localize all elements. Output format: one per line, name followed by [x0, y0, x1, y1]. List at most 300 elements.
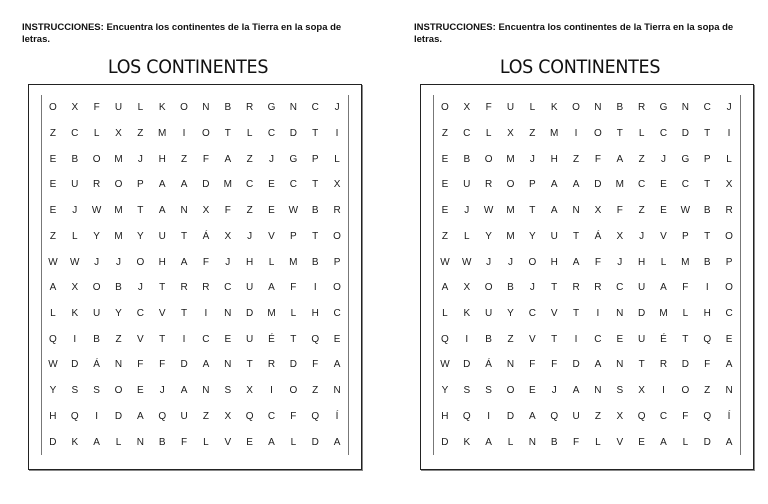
- letter-cell: Q: [70, 410, 79, 422]
- letter-cell: T: [181, 230, 188, 242]
- letter-cell: T: [246, 359, 253, 371]
- letter-cell: A: [180, 385, 188, 397]
- letter-cell: A: [93, 436, 100, 448]
- letter-cell: O: [572, 102, 580, 114]
- letter-cell: C: [528, 308, 536, 320]
- letter-cell: T: [137, 205, 144, 217]
- letter-cell: M: [681, 256, 690, 268]
- letter-cell: F: [573, 436, 580, 448]
- letter-cell: H: [703, 308, 711, 320]
- letter-cell: D: [246, 308, 254, 320]
- letter-cell: L: [93, 128, 100, 140]
- letter-cell: O: [136, 256, 145, 268]
- letter-cell: M: [659, 308, 668, 320]
- letter-cell: T: [529, 205, 536, 217]
- letter-cell: L: [290, 308, 297, 320]
- letter-cell: U: [506, 102, 515, 114]
- letter-cell: O: [528, 256, 537, 268]
- letter-cell: O: [202, 128, 210, 140]
- letter-cell: H: [158, 153, 166, 165]
- letter-cell: P: [703, 153, 711, 165]
- letter-cell: E: [246, 436, 253, 448]
- letter-cell: U: [246, 333, 254, 345]
- letter-cell: L: [682, 436, 689, 448]
- letter-cell: Y: [485, 230, 492, 242]
- letter-cell: Á: [485, 359, 492, 371]
- letter-cell: A: [333, 359, 341, 371]
- letter-cell: D: [572, 359, 580, 371]
- letter-cell: C: [638, 179, 646, 191]
- letter-cell: J: [268, 153, 274, 165]
- letter-cell: Z: [573, 153, 580, 165]
- letter-cell: C: [703, 102, 711, 114]
- letter-cell: X: [616, 230, 624, 242]
- letter-cell: F: [682, 282, 689, 294]
- letter-cell: A: [725, 359, 733, 371]
- letter-cell: O: [725, 230, 733, 242]
- letter-cell: D: [681, 359, 689, 371]
- letter-cell: X: [463, 102, 471, 114]
- letter-cell: A: [594, 359, 602, 371]
- letter-cell: D: [506, 410, 515, 422]
- letter-cell: N: [594, 102, 602, 114]
- letter-cell: M: [550, 128, 559, 140]
- letter-cell: I: [574, 128, 578, 140]
- letter-cell: Z: [246, 205, 253, 217]
- letter-cell: X: [115, 128, 122, 140]
- letter-cell: W: [680, 205, 691, 217]
- letter-cell: Z: [704, 385, 711, 397]
- letter-cell: E: [441, 205, 449, 217]
- letter-cell: E: [616, 333, 624, 345]
- letter-cell: A: [485, 436, 492, 448]
- letter-cell: B: [703, 205, 711, 217]
- letter-cell: U: [246, 282, 254, 294]
- letter-cell: C: [616, 282, 624, 294]
- letter-cell: R: [180, 282, 188, 294]
- letter-cell: I: [487, 410, 491, 422]
- letter-cell: A: [572, 256, 580, 268]
- letter-cell: U: [114, 102, 123, 114]
- letter-cell: X: [594, 205, 602, 217]
- letter-cell: I: [204, 308, 208, 320]
- letter-cell: U: [71, 179, 79, 191]
- letter-cell: Á: [594, 230, 602, 242]
- letter-cell: U: [158, 230, 166, 242]
- letter-cell: L: [115, 436, 122, 448]
- letter-cell: S: [485, 385, 492, 397]
- letter-cell: X: [71, 282, 79, 294]
- letter-cell: O: [725, 282, 733, 294]
- letter-cell: N: [333, 385, 341, 397]
- letter-cell: Z: [137, 128, 144, 140]
- letter-cell: F: [181, 436, 188, 448]
- letter-cell: E: [137, 385, 144, 397]
- letter-cell: N: [594, 385, 602, 397]
- letter-cell: O: [506, 179, 515, 191]
- letter-cell: P: [682, 230, 689, 242]
- letter-cell: R: [638, 102, 646, 114]
- letter-cell: Q: [462, 410, 471, 422]
- letter-cell: L: [507, 436, 514, 448]
- letter-cell: T: [573, 230, 580, 242]
- letter-cell: U: [485, 308, 493, 320]
- letter-cell: O: [506, 385, 515, 397]
- letter-cell: J: [115, 256, 121, 268]
- letter-cell: X: [224, 410, 232, 422]
- letter-cell: J: [660, 153, 666, 165]
- letter-cell: J: [464, 205, 470, 217]
- letter-cell: Á: [202, 230, 210, 242]
- letter-cell: L: [290, 436, 297, 448]
- letter-cell: G: [659, 102, 668, 114]
- letter-cell: R: [202, 282, 210, 294]
- letter-cell: A: [333, 436, 341, 448]
- letter-cell: Z: [638, 205, 645, 217]
- letter-cell: B: [507, 282, 514, 294]
- letter-cell: Y: [93, 230, 100, 242]
- letter-cell: C: [725, 308, 733, 320]
- letter-cell: C: [267, 128, 276, 140]
- letter-cell: T: [682, 333, 689, 345]
- letter-cell: P: [529, 179, 536, 191]
- letter-cell: A: [550, 205, 558, 217]
- letter-cell: C: [71, 128, 79, 140]
- letter-cell: Q: [49, 333, 57, 345]
- letter-cell: P: [137, 179, 144, 191]
- letter-cell: A: [572, 385, 580, 397]
- letter-cell: I: [182, 333, 186, 345]
- letter-cell: N: [224, 308, 232, 320]
- letter-cell: W: [70, 256, 80, 268]
- letter-cell: S: [616, 385, 624, 397]
- letter-cell: T: [704, 128, 711, 140]
- letter-cell: L: [137, 102, 144, 114]
- letter-cell: F: [594, 256, 601, 268]
- letter-cell: V: [660, 230, 667, 242]
- letter-cell: E: [268, 179, 275, 191]
- letter-cell: X: [202, 205, 210, 217]
- letter-cell: O: [333, 230, 341, 242]
- letter-cell: L: [268, 256, 275, 268]
- letter-cell: J: [551, 385, 557, 397]
- letter-cell: E: [49, 153, 57, 165]
- letter-cell: A: [660, 282, 667, 294]
- letter-cell: J: [137, 153, 143, 165]
- letter-cell: B: [550, 436, 558, 448]
- letter-cell: S: [93, 385, 100, 397]
- letter-cell: L: [638, 128, 645, 140]
- letter-cell: W: [462, 256, 472, 268]
- letter-cell: H: [246, 256, 254, 268]
- letter-cell: I: [335, 128, 339, 140]
- letter-cell: L: [595, 436, 601, 448]
- letter-cell: T: [159, 282, 166, 294]
- letter-cell: A: [268, 436, 275, 448]
- letter-cell: N: [725, 385, 733, 397]
- letter-cell: B: [616, 102, 624, 114]
- letter-cell: G: [681, 153, 690, 165]
- worksheet-left: [0, 0, 376, 504]
- letter-cell: O: [114, 179, 123, 191]
- letter-cell: T: [551, 282, 558, 294]
- letter-cell: J: [529, 282, 535, 294]
- worksheet-title: LOS CONTINENTES: [107, 56, 269, 78]
- letter-cell: Y: [441, 385, 449, 397]
- letter-cell: Á: [93, 359, 100, 371]
- letter-cell: E: [224, 333, 232, 345]
- letter-cell: Q: [245, 410, 254, 422]
- letter-cell: A: [441, 282, 449, 294]
- letter-cell: X: [725, 179, 733, 191]
- letter-cell: E: [660, 205, 667, 217]
- puzzle-frame: [28, 84, 362, 470]
- letter-cell: V: [158, 308, 166, 320]
- letter-cell: D: [114, 410, 123, 422]
- letter-cell: C: [463, 128, 471, 140]
- letter-cell: K: [550, 102, 558, 114]
- letter-cell: Z: [529, 128, 536, 140]
- letter-cell: C: [659, 128, 668, 140]
- letter-cell: A: [529, 410, 536, 422]
- letter-cell: I: [313, 282, 317, 294]
- letter-cell: V: [529, 333, 536, 345]
- letter-cell: C: [594, 333, 602, 345]
- letter-cell: I: [662, 385, 665, 397]
- letter-cell: W: [91, 205, 102, 217]
- letter-cell: D: [681, 128, 689, 140]
- letter-cell: C: [202, 333, 210, 345]
- letter-cell: D: [441, 436, 449, 448]
- letter-cell: X: [463, 282, 471, 294]
- letter-cell: Q: [637, 410, 646, 422]
- letter-cell: E: [49, 205, 57, 217]
- letter-cell: Z: [441, 128, 448, 140]
- letter-cell: X: [616, 410, 624, 422]
- letter-cell: Y: [49, 385, 57, 397]
- letter-cell: X: [638, 385, 645, 397]
- letter-cell: O: [92, 153, 101, 165]
- letter-cell: E: [725, 333, 733, 345]
- letter-cell: A: [550, 179, 558, 191]
- letter-cell: Í: [727, 410, 731, 422]
- letter-cell: X: [224, 230, 232, 242]
- letter-cell: L: [463, 230, 470, 242]
- letter-cell: Í: [335, 410, 339, 422]
- letter-cell: E: [49, 179, 57, 191]
- letter-cell: M: [289, 256, 298, 268]
- letter-cell: Q: [311, 410, 320, 422]
- letter-cell: M: [506, 153, 515, 165]
- letter-cell: R: [659, 359, 668, 371]
- letter-cell: R: [246, 102, 254, 114]
- letter-cell: Z: [202, 410, 209, 422]
- letter-cell: A: [572, 179, 580, 191]
- letter-cell: N: [506, 359, 515, 371]
- letter-cell: F: [485, 102, 492, 114]
- worksheet-title: LOS CONTINENTES: [499, 56, 661, 78]
- letter-cell: A: [268, 282, 275, 294]
- letter-cell: R: [725, 205, 733, 217]
- letter-cell: J: [617, 256, 623, 268]
- letter-cell: B: [115, 282, 122, 294]
- letter-cell: N: [136, 436, 144, 448]
- letter-cell: R: [572, 282, 580, 294]
- letter-cell: N: [289, 102, 297, 114]
- letter-cell: Z: [181, 153, 188, 165]
- letter-cell: O: [484, 282, 493, 294]
- letter-cell: C: [289, 179, 297, 191]
- letter-cell: O: [92, 282, 101, 294]
- letter-cell: M: [506, 230, 515, 242]
- letter-cell: J: [94, 256, 100, 268]
- letter-cell: D: [289, 128, 297, 140]
- letter-cell: I: [270, 385, 273, 397]
- letter-cell: C: [659, 410, 668, 422]
- letter-cell: E: [529, 385, 536, 397]
- letter-cell: P: [311, 153, 319, 165]
- letter-cell: O: [484, 153, 493, 165]
- letter-cell: K: [463, 308, 471, 320]
- letter-cell: D: [463, 359, 471, 371]
- letter-cell: F: [202, 153, 209, 165]
- letter-cell: M: [158, 128, 167, 140]
- letter-cell: A: [224, 153, 232, 165]
- letter-cell: A: [725, 436, 733, 448]
- letter-cell: U: [180, 410, 188, 422]
- letter-cell: O: [594, 128, 602, 140]
- letter-cell: Z: [312, 385, 319, 397]
- letter-cell: B: [71, 153, 79, 165]
- letter-cell: E: [333, 333, 341, 345]
- letter-cell: L: [485, 128, 492, 140]
- letter-cell: W: [288, 205, 299, 217]
- letter-cell: I: [73, 333, 77, 345]
- letter-cell: A: [660, 436, 667, 448]
- letter-cell: E: [441, 179, 449, 191]
- letter-cell: T: [704, 230, 711, 242]
- letter-cell: J: [639, 230, 645, 242]
- letter-cell: D: [202, 179, 210, 191]
- letter-cell: D: [180, 359, 188, 371]
- letter-cell: H: [441, 410, 449, 422]
- letter-cell: L: [529, 102, 536, 114]
- letter-cell: M: [506, 205, 515, 217]
- letter-cell: L: [660, 256, 667, 268]
- letter-cell: M: [223, 179, 232, 191]
- letter-cell: M: [114, 153, 123, 165]
- letter-cell: U: [93, 308, 101, 320]
- letter-cell: C: [333, 308, 341, 320]
- letter-cell: M: [615, 179, 624, 191]
- letter-cell: P: [725, 256, 733, 268]
- letter-cell: P: [290, 230, 297, 242]
- letter-cell: J: [225, 256, 231, 268]
- letter-cell: X: [71, 102, 79, 114]
- letter-cell: F: [159, 359, 166, 371]
- letter-cell: Q: [703, 333, 712, 345]
- letter-cell: T: [573, 308, 580, 320]
- letter-cell: O: [289, 385, 298, 397]
- letter-cell: N: [528, 436, 536, 448]
- letter-cell: O: [114, 385, 123, 397]
- letter-cell: Q: [311, 333, 320, 345]
- letter-cell: R: [333, 205, 341, 217]
- letter-cell: F: [202, 256, 209, 268]
- letter-cell: H: [49, 410, 57, 422]
- letter-cell: I: [574, 333, 578, 345]
- letter-cell: B: [158, 436, 166, 448]
- letter-cell: K: [71, 436, 79, 448]
- letter-cell: H: [550, 256, 558, 268]
- letter-cell: N: [202, 102, 210, 114]
- letter-cell: R: [594, 282, 602, 294]
- instructions-text: INSTRUCCIONES: Encuentra los continentes de la Tierra en la sopa de letras.: [22, 22, 342, 45]
- letter-cell: U: [463, 179, 471, 191]
- letter-cell: K: [71, 308, 79, 320]
- letter-cell: J: [507, 256, 513, 268]
- letter-cell: H: [158, 256, 166, 268]
- letter-cell: Z: [49, 128, 56, 140]
- letter-cell: J: [247, 230, 253, 242]
- letter-cell: J: [72, 205, 78, 217]
- letter-cell: E: [660, 179, 667, 191]
- letter-cell: M: [114, 205, 123, 217]
- letter-cell: K: [158, 102, 166, 114]
- letter-cell: V: [550, 308, 558, 320]
- letter-cell: Q: [550, 410, 559, 422]
- letter-cell: L: [246, 128, 253, 140]
- letter-cell: L: [442, 308, 448, 320]
- letter-cell: F: [312, 359, 319, 371]
- letter-cell: W: [48, 359, 58, 371]
- letter-cell: J: [486, 256, 492, 268]
- letter-cell: B: [703, 256, 711, 268]
- letter-cell: L: [203, 436, 209, 448]
- letter-cell: W: [440, 359, 450, 371]
- letter-cell: V: [616, 436, 624, 448]
- letter-cell: W: [440, 256, 450, 268]
- letter-cell: U: [550, 230, 558, 242]
- letter-cell: T: [551, 333, 558, 345]
- letter-cell: M: [114, 230, 123, 242]
- letter-cell: U: [572, 410, 580, 422]
- letter-cell: H: [638, 256, 646, 268]
- letter-cell: H: [550, 153, 558, 165]
- letter-cell: Z: [594, 410, 601, 422]
- letter-cell: J: [137, 282, 143, 294]
- letter-cell: B: [311, 205, 319, 217]
- letter-cell: Q: [158, 410, 167, 422]
- letter-cell: Y: [137, 230, 144, 242]
- letter-cell: F: [551, 359, 558, 371]
- letter-cell: I: [705, 282, 709, 294]
- letter-cell: K: [463, 436, 471, 448]
- letter-cell: V: [268, 230, 275, 242]
- letter-cell: O: [681, 385, 690, 397]
- letter-cell: O: [49, 102, 57, 114]
- word-search-grid: [433, 95, 741, 455]
- worksheet-right: [392, 0, 768, 504]
- word-search-grid: [41, 95, 349, 455]
- letter-cell: F: [290, 410, 297, 422]
- letter-cell: J: [334, 102, 340, 114]
- letter-cell: A: [202, 359, 210, 371]
- letter-cell: C: [681, 179, 689, 191]
- letter-cell: D: [289, 359, 297, 371]
- letter-cell: Y: [115, 308, 122, 320]
- letter-cell: E: [441, 153, 449, 165]
